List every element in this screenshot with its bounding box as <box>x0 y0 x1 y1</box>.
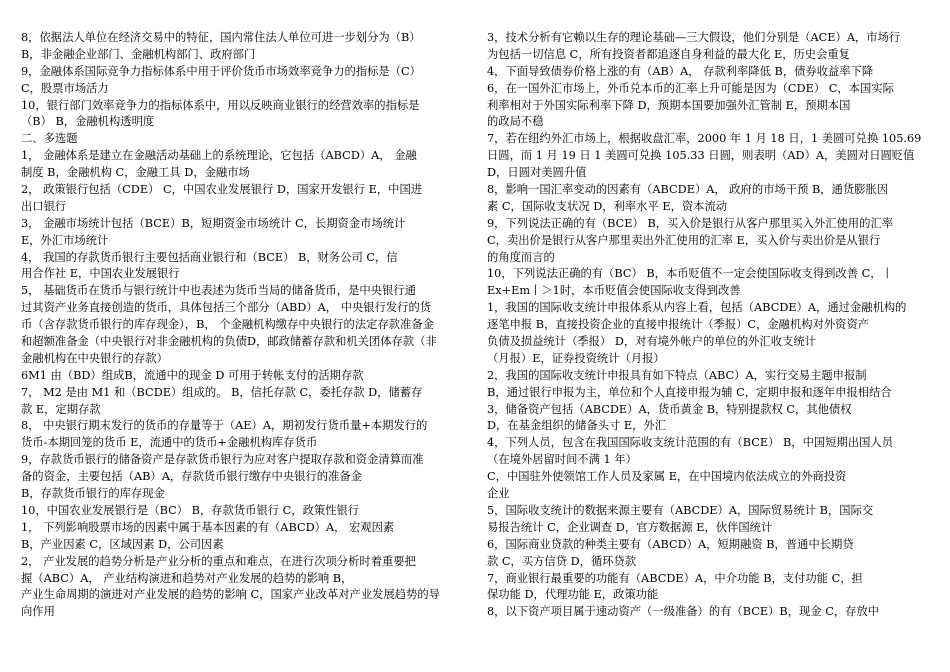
text-line: 6，国际商业贷款的种类主要有（ABCD）A，短期融资 B，普通中长期贷 <box>487 537 854 551</box>
text-line: 7， M2 是由 M1 和（BCDE）组成的。 B，信托存款 C，委托存款 D，储蓄存 <box>21 385 423 399</box>
text-line: 5， 基础货币在货币与银行统计中也表述为货币当局的储备货币，是中央银行通 <box>21 284 416 298</box>
text-line: 3，储备资产包括（ABCDE）A，货币黄金 B，特别提款权 C，其他债权 <box>487 402 852 416</box>
text-line: 企业 <box>487 487 510 501</box>
text-line: 逐笔申报 B，直接投资企业的直接申报统计（季报）C，金融机构对外资资产 <box>487 318 870 332</box>
text-line: D，日圆对美圆升值 <box>487 166 587 180</box>
text-line: 金融机构在中央银行的存款） <box>21 351 168 365</box>
text-line: B，通过银行申报为主，单位和个人直接申报为辅 C，定期申报和逐年申报相结合 <box>487 385 892 399</box>
text-line: 日圆，而 1 月 19 日 1 美圆可兑换 105.33 日圆，则表明（AD）A，美圆对日圆贬值 <box>487 149 915 163</box>
text-line: C，股票市场活力 <box>21 81 109 95</box>
text-line: 9，存款货币银行的储备资产是存款货币银行为应对客户提取存款和资金清算而准 <box>21 453 424 467</box>
text-line: 6，在一国外汇市场上，外币兑本币的汇率上升可能是因为（CDE） C，本国实际 <box>487 81 894 95</box>
text-line: 素 C，国际收支状况 D，利率水平 E，资本流动 <box>487 199 728 213</box>
text-line: 备的资金，主要包括（AB）A，存款货币银行缴存中央银行的准备金 <box>21 470 362 484</box>
text-line: 款 E，定期存款 <box>21 402 101 416</box>
text-line: 二、多选题 <box>21 132 78 146</box>
text-line: 8，影响一国汇率变动的因素有（ABCDE）A， 政府的市场干预 B，通货膨胀因 <box>487 183 889 197</box>
text-line: 利率相对于外国实际利率下降 D，预期本国要加强外汇管制 E，预期本国 <box>487 98 851 112</box>
text-line: 保功能 D，代理功能 E，政策功能 <box>487 588 659 602</box>
left-column <box>21 30 459 621</box>
text-line: 过其资产业务直接创造的货币，具体包括三个部分（ABD）A， 中央银行发行的货 <box>21 301 432 315</box>
text-line: 8，依据法人单位在经济交易中的特征，国内常住法人单位可进一步划分为（B） <box>21 31 421 44</box>
text-line: 7，若在纽约外汇市场上，根据收盘汇率，2000 年 1 月 18 日，1 美圆可兑换 105.69 <box>487 132 922 146</box>
text-line: 款 C，买方信贷 D，循环贷款 <box>487 554 637 568</box>
text-line: E，外汇市场统计 <box>21 233 109 247</box>
text-line: 1，我国的国际收支统计申报体系从内容上看，包括（ABCDE）A，通过金融机构的 <box>487 301 907 315</box>
text-line: 4， 我国的存款货币银行主要包括商业银行和（BCE） B，财务公司 C，信 <box>21 250 398 264</box>
text-line: 的政局不稳 <box>487 115 544 129</box>
text-line: 4，下列人员，包含在我国国际收支统计范围的有（BCE） B，中国短期出国人员 <box>487 436 893 450</box>
text-line: 握（ABC）A， 产业结构演进和趋势对产业发展的趋势的影响 B， <box>21 571 353 585</box>
text-line: B，存款货币银行的库存现金 <box>21 487 165 501</box>
right-column <box>487 30 932 621</box>
text-line: B，非金融企业部门、金融机构部门、政府部门 <box>21 47 256 61</box>
text-line: （月报）E，证券投资统计（月报） <box>487 351 665 365</box>
text-line: 出口银行 <box>21 199 67 213</box>
text-line: D，在基金组织的储备头寸 E，外汇 <box>487 419 667 433</box>
text-line: 2，我国的国际收支统计申报具有如下特点（ABC）A，实行交易主题申报制 <box>487 368 867 382</box>
text-line: 易报告统计 C，企业调查 D，官方数据源 E，伙伴国统计 <box>487 520 773 534</box>
text-line: 货币-本期回笼的货币 E，流通中的货币+金融机构库存货币 <box>21 436 318 450</box>
text-line: 3，技术分析有它赖以生存的理论基础—三大假设，他们分别是（ACE）A，市场行 <box>487 31 901 44</box>
text-line: 和超额准备金（中央银行对非金融机构的负债D，邮政储蓄存款和机关团体存款（非 <box>21 335 437 349</box>
text-line: 为包括一切信息 C，所有投资者都追逐自身利益的最大化 E，历史会重复 <box>487 47 850 61</box>
text-line: 1， 金融体系是建立在金融活动基础上的系统理论，它包括（ABCD）A， 金融 <box>21 149 417 163</box>
text-line: 的角度而言的 <box>487 250 555 264</box>
text-line: 用合作社 E，中国农业发展银行 <box>21 267 180 281</box>
text-line: 产业生命周期的演进对产业发展的趋势的影响 C，国家产业改革对产业发展趋势的导 <box>21 588 440 602</box>
text-line: 负债及损益统计（季报） D，对有境外帐户的单位的外汇收支统计 <box>487 335 816 349</box>
text-line: 5，国际收支统计的数据来源主要有（ABCDE）A，国际贸易统计 B，国际交 <box>487 503 874 517</box>
text-line: 制度 B，金融机构 C，金融工具 D，金融市场 <box>21 166 250 180</box>
text-line: Ex+Em丨＞1时，本币贬值会使国际收支得到改善 <box>487 284 741 298</box>
text-line: 1， 下列影响股票市场的因素中属于基本因素的有（ABCD）A， 宏观因素 <box>21 520 395 534</box>
text-line: C，中国驻外使领馆工作人员及家属 E，在中国境内依法成立的外商投资 <box>487 470 847 484</box>
text-line: （在境外居留时间不满 1 年） <box>487 453 637 467</box>
text-line: 10，银行部门效率竞争力的指标体系中，用以反映商业银行的经营效率的指标是 <box>21 98 420 112</box>
text-line: 4，下面导致债券价格上涨的有（AB）A， 存款利率降低 B，债券收益率下降 <box>487 64 874 78</box>
text-line: 2， 政策银行包括（CDE） C，中国农业发展银行 D，国家开发银行 E，中国进 <box>21 183 423 197</box>
text-line: B，产业因素 C，区域因素 D，公司因素 <box>21 537 224 551</box>
text-line: （B） B，金融机构透明度 <box>21 115 155 129</box>
text-line: 6M1 由（BD）组成B，流通中的现金 D 可用于转帐支付的活期存款 <box>21 368 364 382</box>
text-line: 币（含存款货币银行的库存现金），B， 个金融机构缴存中央银行的法定存款准备金 <box>21 318 434 332</box>
text-line: 2， 产业发展的趋势分析是产业分析的重点和难点，在进行次项分析时着重要把 <box>21 554 416 568</box>
text-line: 9，金融体系国际竞争力指标体系中用于评价货币市场效率竞争力的指标是（C） <box>21 64 421 78</box>
text-line: 向作用 <box>21 605 55 619</box>
text-line: C，卖出价是银行从客户那里卖出外汇使用的汇率 E，买入价与卖出价是从银行 <box>487 233 881 247</box>
text-line: 10，下列说法正确的有（BC） B，本币贬值不一定会使国际收支得到改善 C，丨 <box>487 267 893 281</box>
text-line: 7，商业银行最重要的功能有（ABCDE）A，中介功能 B，支付功能 C，担 <box>487 571 863 585</box>
text-line: 8，以下资产项目属于速动资产（一级准备）的有（BCE）B，现金 C，存放中 <box>487 605 880 619</box>
text-line: 8， 中央银行期末发行的货币的存量等于（AE）A，期初发行货币量+本期发行的 <box>21 419 428 433</box>
text-line: 3， 金融市场统计包括（BCE）B，短期资金市场统计 C，长期资金市场统计 <box>21 216 406 230</box>
text-line: 10，中国农业发展银行是（BC） B，存款货币银行 C，政策性银行 <box>21 503 360 517</box>
text-line: 9，下列说法正确的有（BCE） B，买入价是银行从客户那里买入外汇使用的汇率 <box>487 216 893 230</box>
